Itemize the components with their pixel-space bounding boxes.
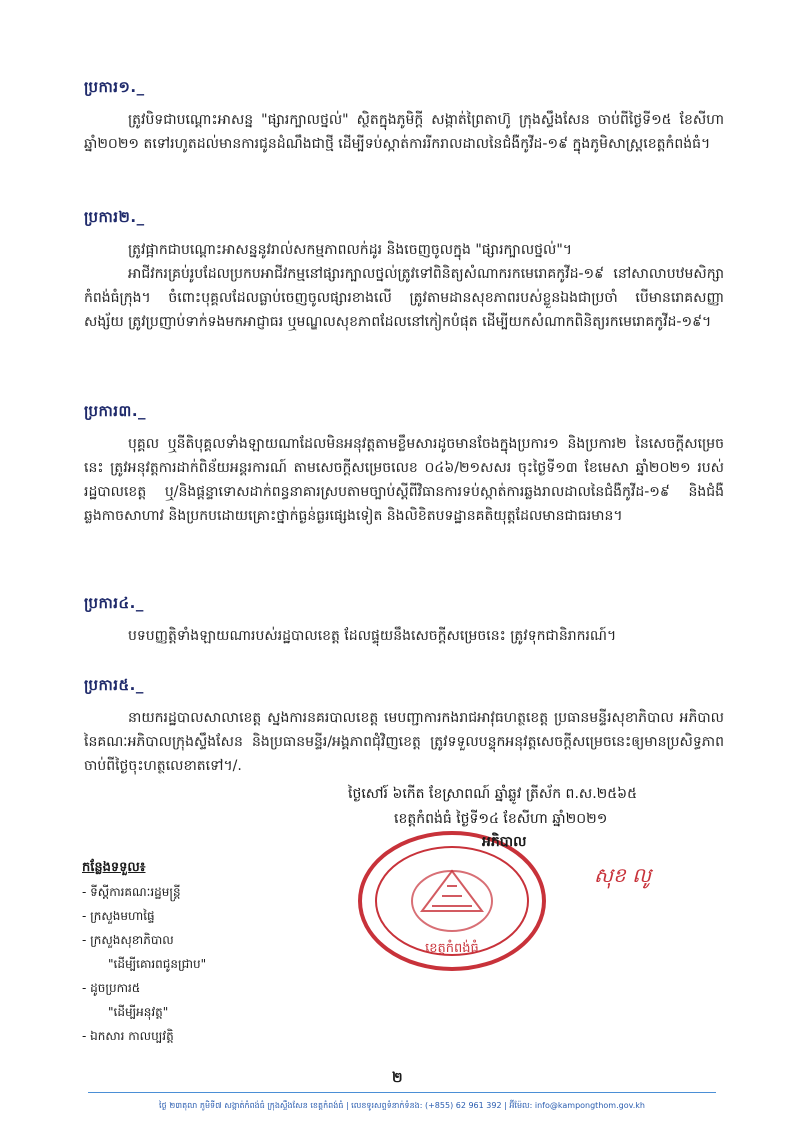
signer-title: អភិបាល — [482, 834, 527, 850]
recipient-note: "ដើម្បីគោរពជូនជ្រាប" — [108, 957, 207, 971]
recipients-title: កន្លែងទទួល៖ — [82, 860, 146, 875]
article-body: ត្រូវបិទជាបណ្ដោះអាសន្ន "ផ្សារក្បាលថ្នល់" ស្ថិតក្នុងភូមិក្តី សង្កាត់ព្រៃតាហ៊ូ ក្រុងស្ទឹងសែន ចាប់ពីថ្ងៃទី១៥ ខែសីហា ឆ្នាំ២០២១ តទៅរហូតដល់មានការជូនដំណឹងជាថ្មី ដើម្បីទប់ស្កាត់ការរីករាលដាលនៃជំងឺកូវីដ-១៩ ក្នុងភូមិសាស្ត្រខេត្តកំពង់ធំ។ — [84, 112, 724, 152]
article-4 — [84, 594, 724, 648]
footer-divider — [88, 1092, 716, 1093]
recipient-item: - ដូចប្រការ៥ — [82, 981, 141, 995]
solar-date: ខេត្តកំពង់ធំ ថ្ងៃទី១៤ ខែសីហា ឆ្នាំ២០២១ — [394, 811, 608, 827]
signature: សុខ លូ — [594, 863, 652, 887]
article-5 — [84, 676, 724, 778]
recipient-item: - ក្រសួងមហាផ្ទៃ — [82, 909, 155, 923]
recipients-list — [82, 856, 342, 1048]
article-1 — [84, 78, 724, 156]
article-body: បទបញ្ញត្តិទាំងឡាយណារបស់រដ្ឋបាលខេត្ត ដែលផ្ទុយនឹងសេចក្តីសម្រេចនេះ ត្រូវទុកជានិរាករណ៍។ — [128, 628, 617, 644]
article-body-continued: អាជីវករគ្រប់រូបដែលប្រកបអាជីវកម្មនៅផ្សារក្បាលថ្នល់ត្រូវទៅពិនិត្យសំណាករកមេរោគកូវីដ-១៩ នៅសាលាបឋមសិក្សាកំពង់ធំក្រុង។ ចំពោះបុគ្គលដែលធ្លាប់ចេញចូលផ្សារខាងលើ ត្រូវតាមដានសុខភាពរបស់ខ្លួនឯងជាប្រចាំ បើមានរោគសញ្ញាសង្ស័យ ត្រូវប្រញាប់ទាក់ទងមកអាជ្ញាធរ ឬមណ្ឌលសុខភាពដែលនៅកៀកបំផុត ដើម្បីយកសំណាកពិនិត្យរកមេរោគកូវីដ-១៩។ — [84, 266, 724, 330]
article-body: នាយករដ្ឋបាលសាលាខេត្ត ស្នងការនគរបាលខេត្ត មេបញ្ជាការកងរាជអាវុធហត្ថខេត្ត ប្រធានមន្ទីរសុខាភិបាល អភិបាល នៃគណៈអភិបាលក្រុងស្ទឹងសែន និងប្រធានមន្ទីរ/អង្គភាពជុំវិញខេត្ត ត្រូវទទួលបន្ទុកអនុវត្តសេចក្តីសម្រេចនេះឲ្យមានប្រសិទ្ធភាពចាប់ពីថ្ងៃចុះហត្ថលេខាតទៅ។/. — [84, 710, 724, 774]
recipient-item: - ក្រសួងសុខាភិបាល — [82, 933, 174, 947]
recipient-item: - ទីស្តីការគណៈរដ្ឋមន្ត្រី — [82, 885, 181, 899]
article-heading: ប្រការ៥._ — [84, 676, 144, 694]
article-body: ត្រូវផ្អាកជាបណ្ដោះអាសន្ននូវរាល់សកម្មភាពលក់ដូរ និងចេញចូលក្នុង "ផ្សារក្បាលថ្នល់"។ — [128, 242, 573, 258]
page-number: ២ — [392, 1070, 403, 1086]
recipient-note: "ដើម្បីអនុវត្ត" — [108, 1005, 169, 1019]
date-block — [348, 782, 728, 832]
lunar-date: ថ្ងៃសៅរ៍ ៦កើត ខែស្រាពណ៍ ឆ្នាំឆ្លូវ ត្រីស័ក ព.ស.២៥៦៥ — [348, 786, 638, 802]
article-2 — [84, 208, 724, 334]
stamp-label: ខេត្តកំពង់ធំ — [425, 941, 479, 956]
footer-contact: ថ្ងៃ ២៣តុលា ភូមិទី៧ សង្កាត់កំពង់ធំ ក្រុងស្ទឹងសែន ខេត្តកំពង់ធំ | លេខទូរសព្ទទំនាក់ទំនង: (+855) 62 961 392 | អ៊ីម៉ែល: info@kampongthom.gov.kh — [159, 1101, 645, 1110]
article-heading: ប្រការ២._ — [84, 208, 145, 226]
article-heading: ប្រការ៤._ — [84, 594, 144, 612]
article-body: បុគ្គល ឬនីតិបុគ្គលទាំងឡាយណាដែលមិនអនុវត្តតាមខ្លឹមសារដូចមានចែងក្នុងប្រការ១ និងប្រការ២ នៃសេចក្តីសម្រេចនេះ ត្រូវអនុវត្តការដាក់ពិន័យអន្តរការណ៍ តាមសេចក្តីសម្រេចលេខ ០៤៦/២១សសរ ចុះថ្ងៃទី១៣ ខែមេសា ឆ្នាំ២០២១ របស់រដ្ឋបាលខេត្ត ឬ/និងផ្តន្ទាទោសដាក់ពន្ធនាគារស្របតាមច្បាប់ស្តីពីវិធានការទប់ស្កាត់ការឆ្លងរាលដាលនៃជំងឺកូវីដ-១៩ និងជំងឺឆ្លងកាចសាហាវ និងប្រកបដោយគ្រោះថ្នាក់ធ្ងន់ធ្ងរផ្សេងទៀត និងលិខិតបទដ្ឋានគតិយុត្តដែលមានជាធរមាន។ — [84, 436, 724, 524]
recipient-item: - ឯកសារ កាលប្បវត្តិ — [82, 1029, 174, 1043]
article-3 — [84, 402, 724, 528]
article-heading: ប្រការ៣._ — [84, 402, 147, 420]
article-heading: ប្រការ១._ — [84, 78, 145, 96]
